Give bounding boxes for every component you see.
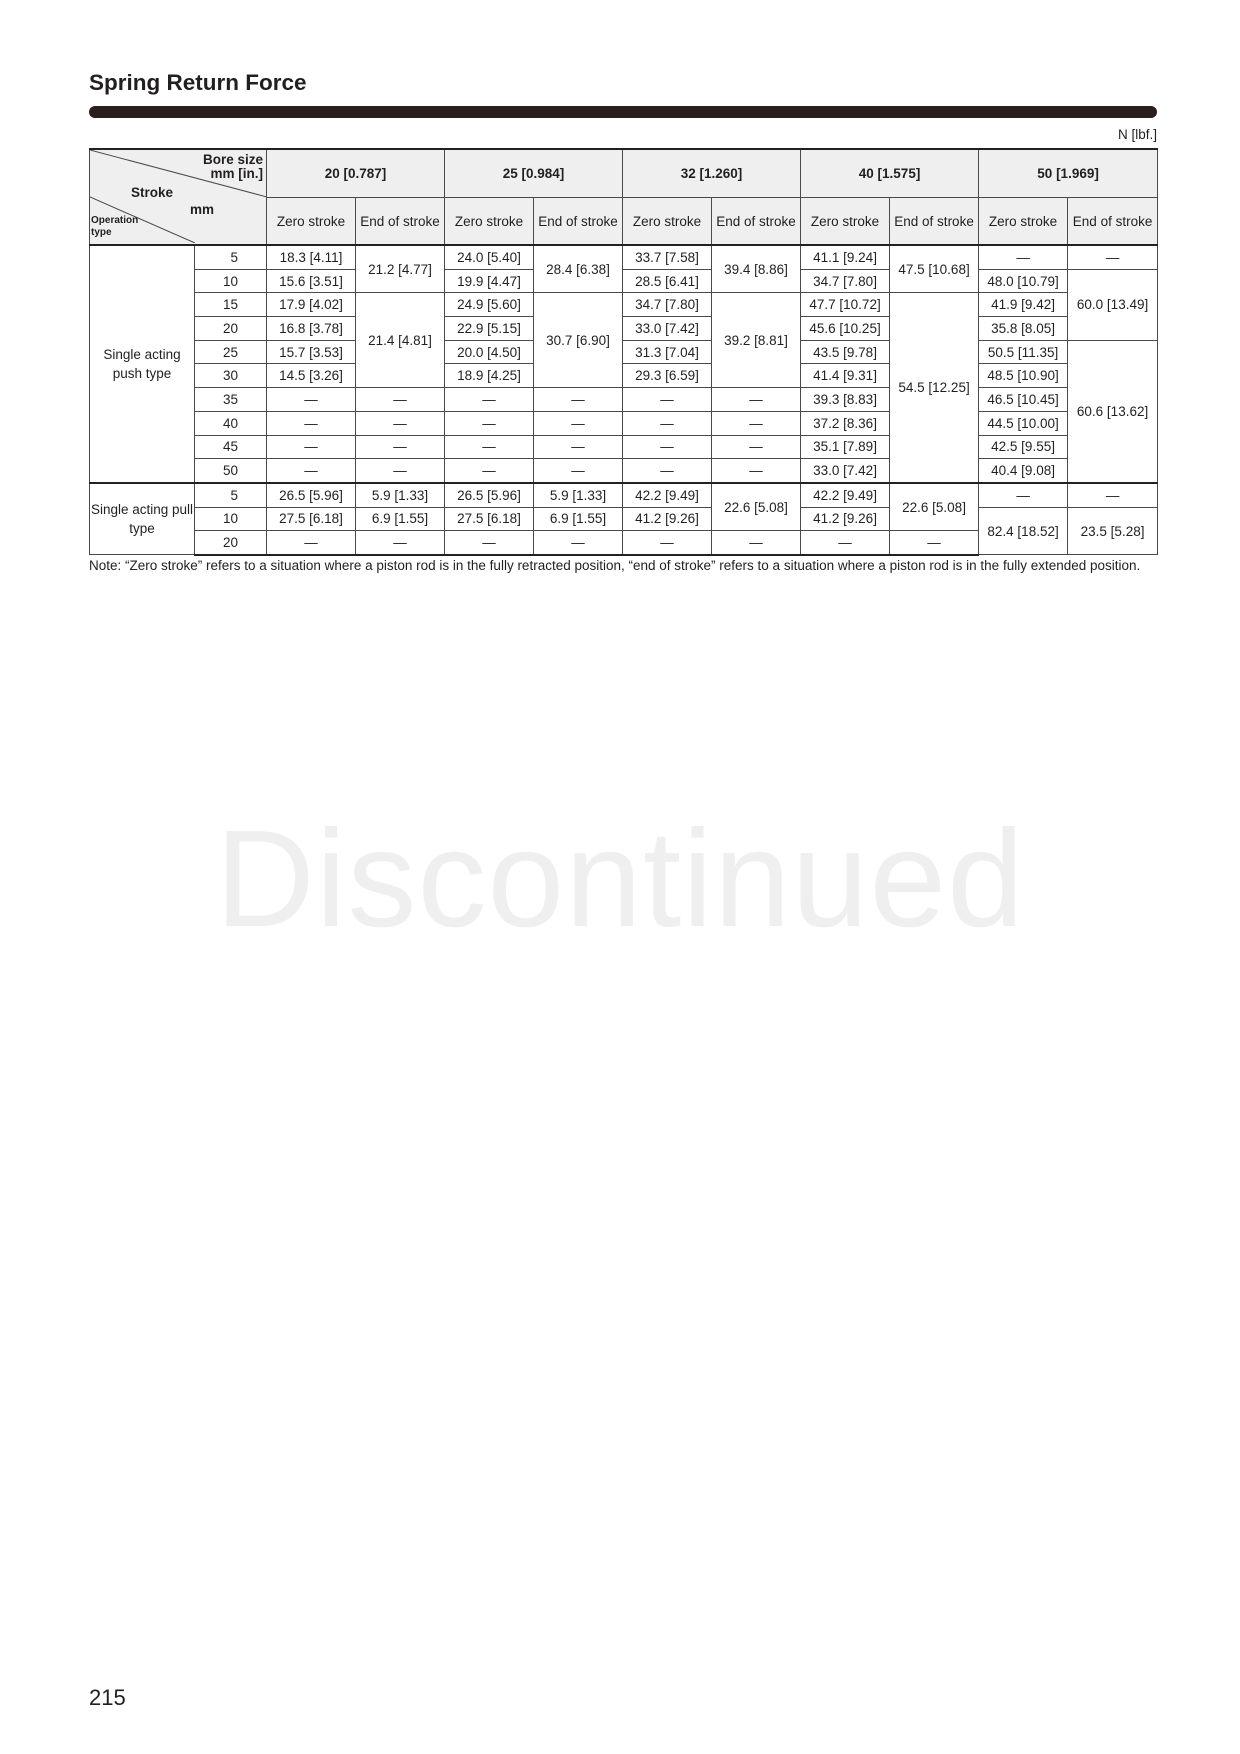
value-cell: — [267,531,356,555]
operation-push-type: Single acting push type [90,245,195,483]
value-cell: 48.5 [10.90] [979,364,1068,388]
value-cell: 33.7 [7.58] [623,245,712,269]
value-cell: — [623,459,712,483]
value-cell: — [445,531,534,555]
bore-header-25: 25 [0.984] [445,149,623,198]
value-cell: 26.5 [5.96] [445,483,534,507]
value-cell: 42.5 [9.55] [979,435,1068,459]
value-cell: — [267,388,356,412]
value-cell: — [534,435,623,459]
subheader-zero-stroke: Zero stroke [801,198,890,246]
subheader-zero-stroke: Zero stroke [267,198,356,246]
value-cell: 35.1 [7.89] [801,435,890,459]
value-cell: 33.0 [7.42] [623,317,712,341]
value-cell: — [712,435,801,459]
corner-bore-label: Bore size [202,152,263,167]
value-cell: 22.9 [5.15] [445,317,534,341]
value-cell: 6.9 [1.55] [534,507,623,531]
value-cell: 27.5 [6.18] [445,507,534,531]
corner-stroke-unit: mm [190,202,215,217]
value-cell: 31.3 [7.04] [623,340,712,364]
value-cell: 41.1 [9.24] [801,245,890,269]
value-cell-merged: 60.6 [13.62] [1068,340,1158,483]
subheader-end-of-stroke: End of stroke [890,198,979,246]
value-cell: — [356,388,445,412]
table-row [90,411,1158,435]
value-cell: — [623,435,712,459]
value-cell-merged: 23.5 [5.28] [1068,507,1158,555]
value-cell: 45.6 [10.25] [801,317,890,341]
table-row [90,507,1158,531]
value-cell: 27.5 [6.18] [267,507,356,531]
value-cell: 46.5 [10.45] [979,388,1068,412]
value-cell: 15.6 [3.51] [267,269,356,293]
value-cell: — [712,388,801,412]
stroke-cell: 5 [195,245,267,269]
value-cell: — [712,459,801,483]
value-cell: — [712,531,801,555]
value-cell: — [356,435,445,459]
value-cell: 15.7 [3.53] [267,340,356,364]
subheader-end-of-stroke: End of stroke [356,198,445,246]
value-cell: 34.7 [7.80] [623,293,712,317]
stroke-cell: 20 [195,317,267,341]
value-cell: 16.8 [3.78] [267,317,356,341]
footnote: Note: “Zero stroke” refers to a situation where a piston rod is in the fully retracted position, “end of stroke” refers to a situation where a piston rod is in the fully extended position. [89,558,1141,573]
value-cell: 50.5 [11.35] [979,340,1068,364]
table-row [90,269,1158,293]
page-number: 215 [89,1685,126,1710]
value-cell: — [445,388,534,412]
stroke-cell: 15 [195,293,267,317]
stroke-cell: 35 [195,388,267,412]
value-cell: 41.4 [9.31] [801,364,890,388]
header-row-bore [90,149,1158,198]
subheader-end-of-stroke: End of stroke [712,198,801,246]
value-cell-merged: 39.4 [8.86] [712,245,801,293]
stroke-cell: 30 [195,364,267,388]
value-cell: 24.9 [5.60] [445,293,534,317]
value-cell: 40.4 [9.08] [979,459,1068,483]
corner-operation-label-2: type [91,227,112,238]
value-cell: 41.2 [9.26] [623,507,712,531]
spring-return-force-table [89,148,1158,556]
value-cell: — [534,388,623,412]
value-cell: 41.9 [9.42] [979,293,1068,317]
table-row [90,435,1158,459]
value-cell-merged: 47.5 [10.68] [890,245,979,293]
value-cell: 17.9 [4.02] [267,293,356,317]
value-cell: — [356,531,445,555]
value-cell-merged: 22.6 [5.08] [890,483,979,531]
value-cell: — [267,411,356,435]
value-cell: 47.7 [10.72] [801,293,890,317]
bore-header-50: 50 [1.969] [979,149,1158,198]
value-cell: 28.5 [6.41] [623,269,712,293]
value-cell: — [267,459,356,483]
value-cell: — [623,411,712,435]
value-cell: 48.0 [10.79] [979,269,1068,293]
value-cell: 39.3 [8.83] [801,388,890,412]
stroke-cell: 50 [195,459,267,483]
value-cell: — [712,411,801,435]
table-row [90,388,1158,412]
title-divider [89,106,1157,118]
value-cell: 5.9 [1.33] [534,483,623,507]
operation-pull-type: Single acting pull type [90,483,195,555]
table-row [90,459,1158,483]
corner-bore-unit: mm [in.] [210,166,263,181]
stroke-cell: 40 [195,411,267,435]
value-cell: — [534,531,623,555]
value-cell: 35.8 [8.05] [979,317,1068,341]
value-cell: — [623,531,712,555]
value-cell: 37.2 [8.36] [801,411,890,435]
value-cell: 26.5 [5.96] [267,483,356,507]
value-cell: — [623,388,712,412]
bore-header-40: 40 [1.575] [801,149,979,198]
table-row [90,364,1158,388]
value-cell: — [979,483,1068,507]
value-cell: — [979,245,1068,269]
value-cell: 14.5 [3.26] [267,364,356,388]
value-cell-merged: 30.7 [6.90] [534,293,623,388]
table-row [90,293,1158,317]
unit-label: N [lbf.] [1117,127,1157,142]
value-cell: 5.9 [1.33] [356,483,445,507]
value-cell: 6.9 [1.55] [356,507,445,531]
subheader-end-of-stroke: End of stroke [1068,198,1158,246]
header-corner-cell [90,149,267,245]
value-cell: 42.2 [9.49] [623,483,712,507]
value-cell: — [356,411,445,435]
table-row [90,340,1158,364]
value-cell: 43.5 [9.78] [801,340,890,364]
value-cell: 41.2 [9.26] [801,507,890,531]
subheader-end-of-stroke: End of stroke [534,198,623,246]
table-row [90,317,1158,341]
subheader-zero-stroke: Zero stroke [623,198,712,246]
value-cell-merged: 21.4 [4.81] [356,293,445,388]
value-cell-merged: 39.2 [8.81] [712,293,801,388]
stroke-cell: 10 [195,507,267,531]
value-cell-merged: 60.0 [13.49] [1068,269,1158,340]
value-cell: 24.0 [5.40] [445,245,534,269]
value-cell: — [534,411,623,435]
stroke-cell: 25 [195,340,267,364]
value-cell: — [445,411,534,435]
subheader-zero-stroke: Zero stroke [445,198,534,246]
value-cell: — [356,459,445,483]
value-cell: 18.9 [4.25] [445,364,534,388]
corner-stroke-label: Stroke [131,185,174,200]
value-cell: 44.5 [10.00] [979,411,1068,435]
corner-operation-label: Operation [91,215,139,226]
value-cell-merged: 22.6 [5.08] [712,483,801,531]
stroke-cell: 45 [195,435,267,459]
bore-header-32: 32 [1.260] [623,149,801,198]
table-row [90,245,1158,269]
subheader-zero-stroke: Zero stroke [979,198,1068,246]
value-cell: 20.0 [4.50] [445,340,534,364]
value-cell: 34.7 [7.80] [801,269,890,293]
table-row [90,483,1158,507]
value-cell-merged: 54.5 [12.25] [890,293,979,483]
stroke-cell: 10 [195,269,267,293]
page-title: Spring Return Force [89,70,307,95]
value-cell: — [445,459,534,483]
value-cell: 33.0 [7.42] [801,459,890,483]
value-cell: — [1068,245,1158,269]
value-cell: — [890,531,979,555]
value-cell: 42.2 [9.49] [801,483,890,507]
discontinued-watermark: Discontinued [215,802,1025,956]
value-cell: — [534,459,623,483]
value-cell: — [801,531,890,555]
value-cell: — [267,435,356,459]
stroke-cell: 20 [195,531,267,555]
value-cell: — [1068,483,1158,507]
value-cell-merged: 28.4 [6.38] [534,245,623,293]
value-cell: 19.9 [4.47] [445,269,534,293]
bore-header-20: 20 [0.787] [267,149,445,198]
value-cell: — [445,435,534,459]
value-cell: 18.3 [4.11] [267,245,356,269]
stroke-cell: 5 [195,483,267,507]
value-cell: 29.3 [6.59] [623,364,712,388]
value-cell-merged: 21.2 [4.77] [356,245,445,293]
value-cell-merged: 82.4 [18.52] [979,507,1068,555]
